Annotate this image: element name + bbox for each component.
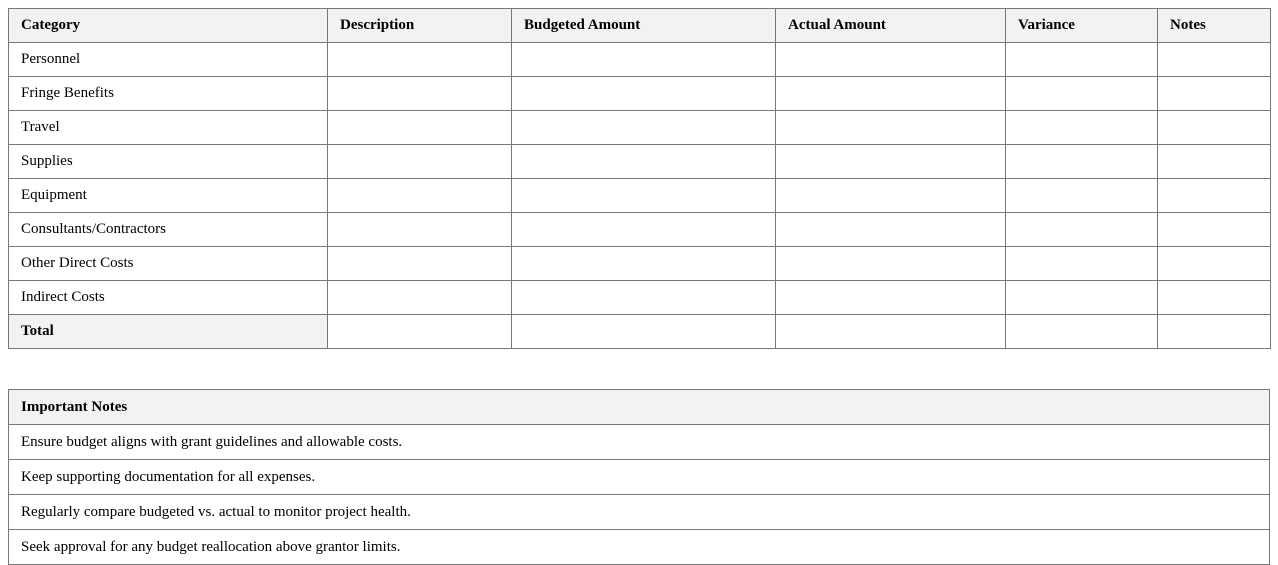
header-budgeted-amount: Budgeted Amount: [512, 9, 776, 43]
category-cell: Fringe Benefits: [9, 77, 328, 111]
description-cell[interactable]: [328, 43, 512, 77]
budgeted-amount-cell[interactable]: [512, 247, 776, 281]
notes-cell[interactable]: [1158, 111, 1271, 145]
note-item: Regularly compare budgeted vs. actual to monitor project health.: [9, 495, 1270, 530]
description-cell[interactable]: [328, 111, 512, 145]
budgeted-amount-cell[interactable]: [512, 281, 776, 315]
actual-amount-cell[interactable]: [776, 111, 1006, 145]
actual-amount-cell[interactable]: [776, 213, 1006, 247]
note-row: [9, 530, 1270, 565]
category-cell: Other Direct Costs: [9, 247, 328, 281]
budgeted-amount-cell[interactable]: [512, 145, 776, 179]
budget-row: [9, 43, 1271, 77]
variance-cell[interactable]: [1006, 179, 1158, 213]
header-actual-amount: Actual Amount: [776, 9, 1006, 43]
category-cell: Travel: [9, 111, 328, 145]
header-notes: Notes: [1158, 9, 1271, 43]
header-variance: Variance: [1006, 9, 1158, 43]
description-cell[interactable]: [328, 281, 512, 315]
variance-cell[interactable]: [1006, 281, 1158, 315]
description-cell[interactable]: [328, 213, 512, 247]
notes-header-row: [9, 390, 1270, 425]
category-cell: Supplies: [9, 145, 328, 179]
notes-cell[interactable]: [1158, 77, 1271, 111]
important-notes-heading: Important Notes: [9, 390, 1270, 425]
budgeted-amount-cell[interactable]: [512, 77, 776, 111]
total-row: [9, 315, 1271, 349]
header-category: Category: [9, 9, 328, 43]
note-row: [9, 495, 1270, 530]
budget-row: [9, 111, 1271, 145]
description-cell[interactable]: [328, 247, 512, 281]
total-description-cell[interactable]: [328, 315, 512, 349]
variance-cell[interactable]: [1006, 247, 1158, 281]
actual-amount-cell[interactable]: [776, 179, 1006, 213]
actual-amount-cell[interactable]: [776, 145, 1006, 179]
note-item: Seek approval for any budget reallocation above grantor limits.: [9, 530, 1270, 565]
budget-row: [9, 179, 1271, 213]
description-cell[interactable]: [328, 77, 512, 111]
budgeted-amount-cell[interactable]: [512, 43, 776, 77]
total-actual-amount-cell[interactable]: [776, 315, 1006, 349]
budgeted-amount-cell[interactable]: [512, 111, 776, 145]
total-label: Total: [9, 315, 328, 349]
notes-cell[interactable]: [1158, 179, 1271, 213]
budget-row: [9, 281, 1271, 315]
category-cell: Consultants/Contractors: [9, 213, 328, 247]
note-row: [9, 425, 1270, 460]
note-item: Keep supporting documentation for all expenses.: [9, 460, 1270, 495]
budget-header-row: [9, 9, 1271, 43]
description-cell[interactable]: [328, 145, 512, 179]
notes-cell[interactable]: [1158, 213, 1271, 247]
budget-row: [9, 247, 1271, 281]
notes-cell[interactable]: [1158, 43, 1271, 77]
variance-cell[interactable]: [1006, 145, 1158, 179]
budgeted-amount-cell[interactable]: [512, 179, 776, 213]
variance-cell[interactable]: [1006, 43, 1158, 77]
note-item: Ensure budget aligns with grant guidelines and allowable costs.: [9, 425, 1270, 460]
variance-cell[interactable]: [1006, 213, 1158, 247]
important-notes-table: [8, 389, 1270, 565]
budget-table: [8, 8, 1271, 349]
actual-amount-cell[interactable]: [776, 77, 1006, 111]
category-cell: Indirect Costs: [9, 281, 328, 315]
actual-amount-cell[interactable]: [776, 247, 1006, 281]
header-description: Description: [328, 9, 512, 43]
category-cell: Personnel: [9, 43, 328, 77]
total-variance-cell[interactable]: [1006, 315, 1158, 349]
notes-cell[interactable]: [1158, 247, 1271, 281]
notes-cell[interactable]: [1158, 281, 1271, 315]
variance-cell[interactable]: [1006, 77, 1158, 111]
total-budgeted-amount-cell[interactable]: [512, 315, 776, 349]
notes-cell[interactable]: [1158, 145, 1271, 179]
note-row: [9, 460, 1270, 495]
description-cell[interactable]: [328, 179, 512, 213]
total-notes-cell[interactable]: [1158, 315, 1271, 349]
category-cell: Equipment: [9, 179, 328, 213]
variance-cell[interactable]: [1006, 111, 1158, 145]
actual-amount-cell[interactable]: [776, 281, 1006, 315]
budget-row: [9, 213, 1271, 247]
actual-amount-cell[interactable]: [776, 43, 1006, 77]
budget-row: [9, 145, 1271, 179]
budgeted-amount-cell[interactable]: [512, 213, 776, 247]
budget-row: [9, 77, 1271, 111]
